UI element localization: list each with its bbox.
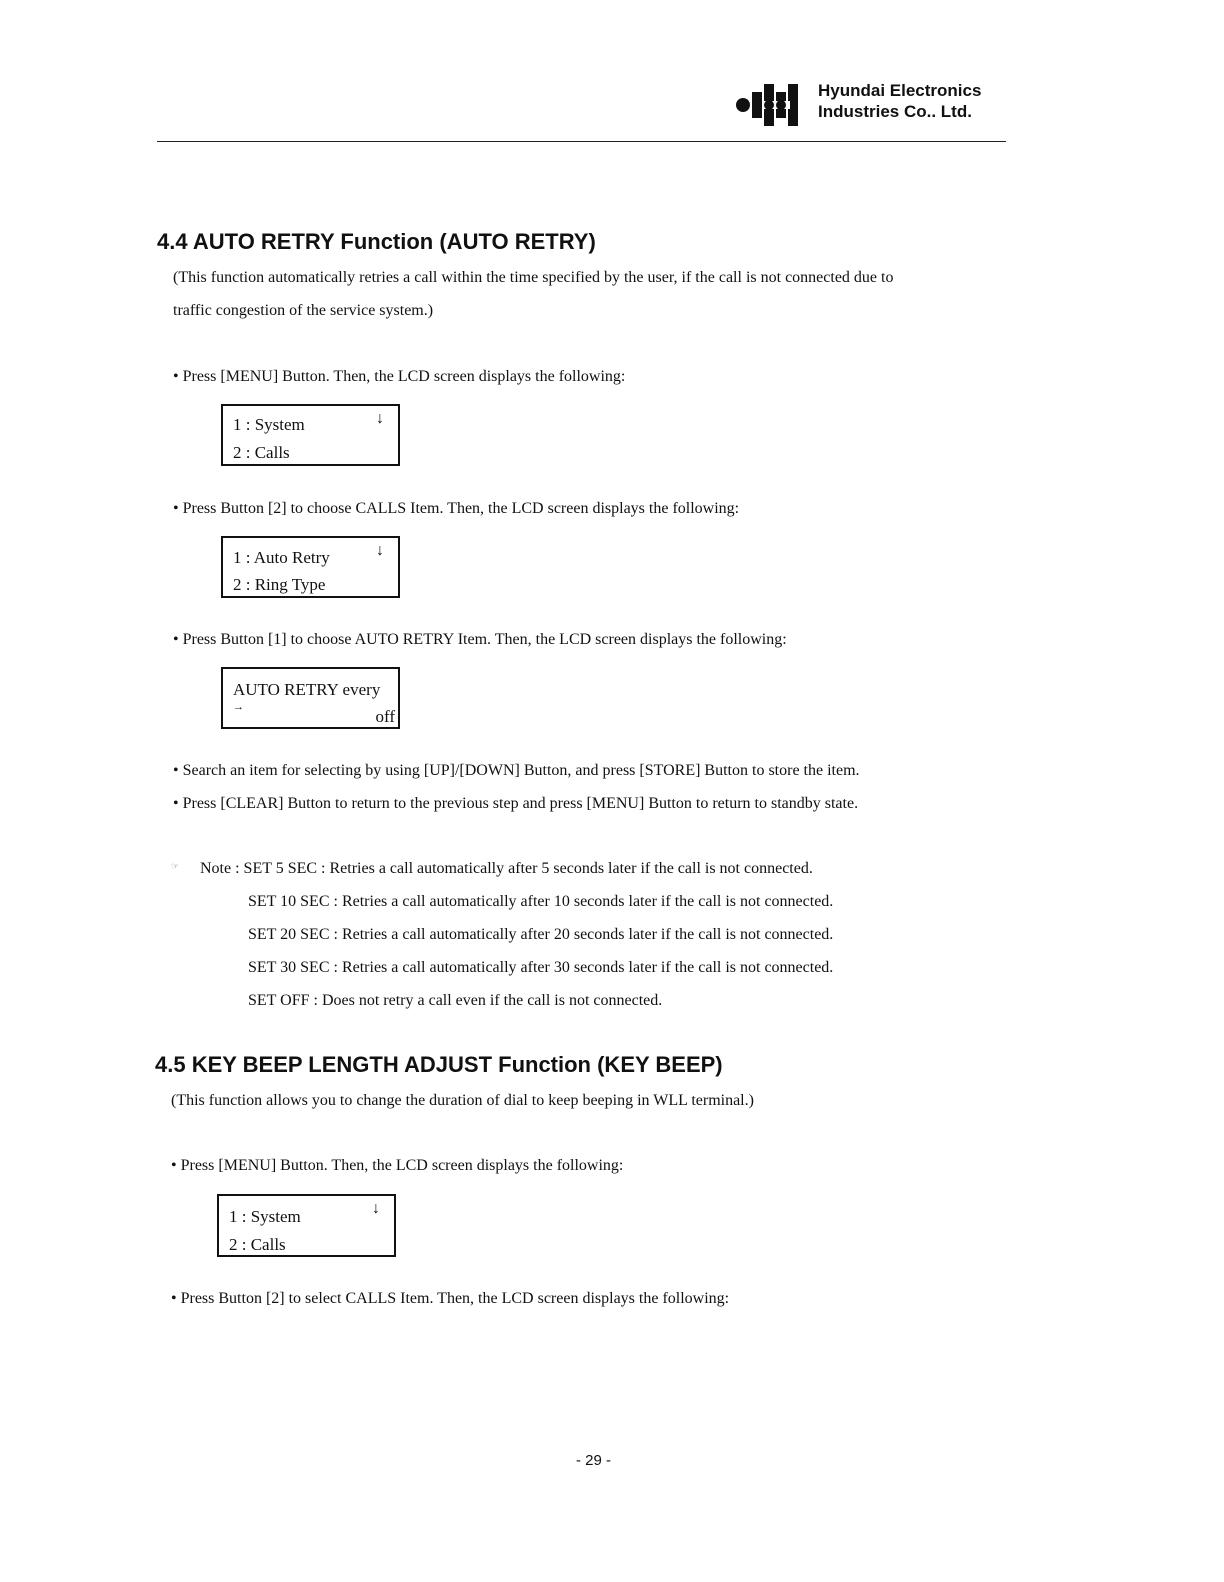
scroll-down-arrow-icon: ↓	[372, 1200, 380, 1217]
section-44-step1: • Press [MENU] Button. Then, the LCD screen displays the following:	[173, 368, 626, 385]
section-45-step1: • Press [MENU] Button. Then, the LCD screen displays the following:	[171, 1157, 624, 1174]
section-44-step2: • Press Button [2] to choose CALLS Item. Then, the LCD screen displays the following:	[173, 500, 740, 517]
section-44-step4: • Search an item for selecting by using [UP]/[DOWN] Button, and press [STORE] Button to store the item.	[173, 762, 860, 779]
note-line: SET 30 SEC : Retries a call automatically after 30 seconds later if the call is not connected.	[248, 959, 834, 976]
lcd-value: off	[375, 707, 395, 726]
note-line: SET 20 SEC : Retries a call automatically after 20 seconds later if the call is not connected.	[248, 926, 834, 943]
lcd-line2: 2 : Calls	[229, 1235, 286, 1254]
hyundai-logo-icon	[736, 84, 802, 126]
note-line: Note : SET 5 SEC : Retries a call automatically after 5 seconds later if the call is not connected.	[200, 860, 813, 877]
scroll-down-arrow-icon: ↓	[376, 542, 384, 559]
lcd-screen-menu	[221, 404, 400, 466]
section-44-intro-line2: traffic congestion of the service system.)	[173, 302, 434, 319]
lcd-screen-calls	[221, 536, 400, 598]
lcd-line2: 2 : Calls	[233, 443, 290, 462]
lcd-line2: 2 : Ring Type	[233, 575, 326, 594]
company-name-line2: Industries Co.. Ltd.	[818, 102, 972, 121]
note-line: SET OFF : Does not retry a call even if the call is not connected.	[248, 992, 663, 1009]
section-45-title: 4.5 KEY BEEP LENGTH ADJUST Function (KEY BEEP)	[155, 1052, 723, 1077]
lcd-screen-menu	[217, 1194, 396, 1257]
lcd-screen-auto-retry	[221, 667, 400, 729]
right-arrow-icon: →	[233, 701, 244, 713]
note-icon: ☞	[171, 861, 180, 871]
lcd-line1: 1 : Auto Retry	[233, 548, 330, 567]
section-44-intro-line1: (This function automatically retries a call within the time specified by the user, if the call is not connected due to	[173, 269, 894, 286]
scroll-down-arrow-icon: ↓	[376, 410, 384, 427]
header-divider	[157, 141, 1006, 142]
company-name	[818, 80, 981, 122]
section-44-title: 4.4 AUTO RETRY Function (AUTO RETRY)	[157, 229, 596, 254]
section-44-step5: • Press [CLEAR] Button to return to the previous step and press [MENU] Button to return to standby state.	[173, 795, 859, 812]
company-name-line1: Hyundai Electronics	[818, 81, 982, 100]
note-line: SET 10 SEC : Retries a call automatically after 10 seconds later if the call is not connected.	[248, 893, 834, 910]
section-44-step3: • Press Button [1] to choose AUTO RETRY Item. Then, the LCD screen displays the following:	[173, 631, 787, 648]
section-45-intro: (This function allows you to change the duration of dial to keep beeping in WLL terminal.)	[171, 1092, 754, 1109]
lcd-line1: 1 : System	[233, 415, 305, 434]
section-45-step2: • Press Button [2] to select CALLS Item. Then, the LCD screen displays the following:	[171, 1290, 730, 1307]
lcd-line1: AUTO RETRY every	[233, 680, 381, 699]
page-number: - 29 -	[576, 1452, 612, 1469]
lcd-line1: 1 : System	[229, 1207, 301, 1226]
